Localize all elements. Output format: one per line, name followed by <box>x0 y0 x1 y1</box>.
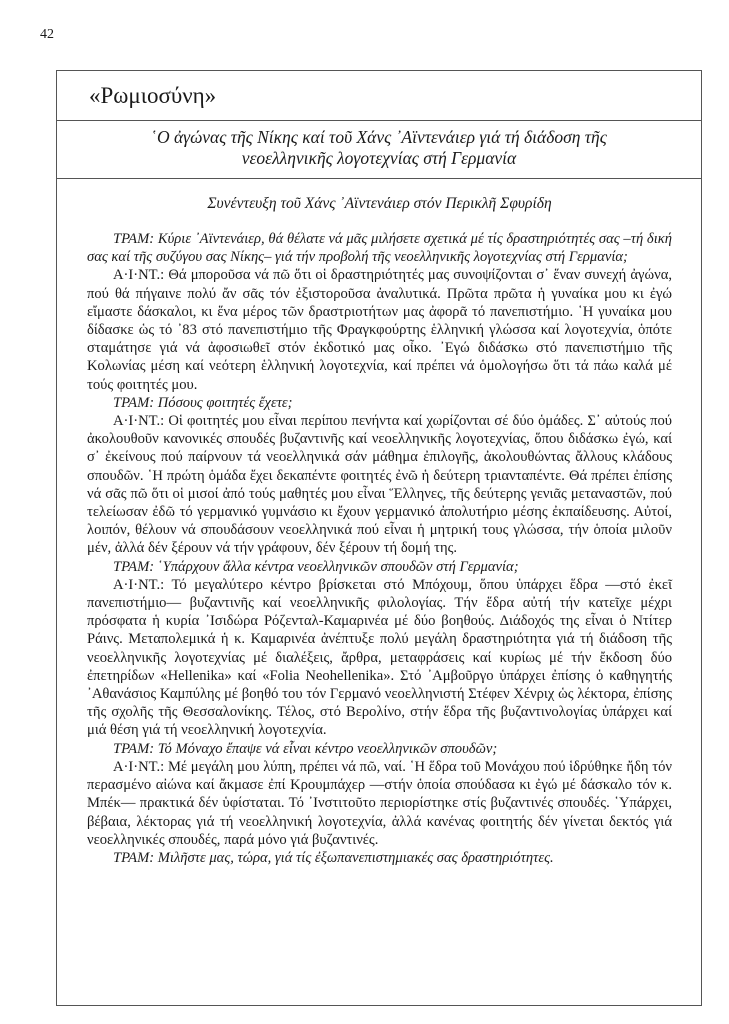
article-frame <box>56 70 702 1006</box>
answer-text: Τό μεγαλύτερο κέντρο βρίσκεται στό Μπόχουμ, ὅπου ὑπάρχει ἕδρα —στό ἐκεῖ πανεπιστήμιο— βυζαντινῆς καί νεοελληνικῆς φιλολογίας. Τήν ἕδρα αὐτή τήν κατεῖχε μέχρι πρόσφατα ἡ κυρία ᾿Ισιδώρα Ρόζενταλ-Καμαρινέα μέ δύο βοηθούς. Διάδοχός της εἶναι ὁ Ντίτερ Ράινς. Μεταπολεμικά ἡ κ. Καμαρινέα ἀνέπτυξε πολύ μεγάλη δραστηριότητα γιά τή διάδοση τῆς νεοελληνικῆς λογοτεχνίας μέ διαλέξεις, ἄρθρα, μεταφράσεις καί κυρίως μέ τήν ἔκδοση δύο ἐπετηρίδων «Hellenika» καί «Folia Neohellenika». Στό ᾿Αμβοῦργο ὑπάρχει ἐπίσης ὁ καθηγητής ᾿Αθανάσιος Καμπύλης μέ βοηθό του τόν Γερμανό νεοελληνιστή Στέφεν Χένριχ ὡς λέκτορα, ἐπίσης τῆς σχολῆς τῆς Θεσσαλονίκης. Τέλος, στό Βερολίνο, στήν ἕδρα τῆς βυζαντινολογίας ὑπάρχει καί μιά θέση γιά τή νεοελληνική λογοτεχνία. <box>87 576 672 739</box>
headline-line-1: ῾Ο ἀγώνας τῆς Νίκης καί τοῦ Χάνς ᾿Αϊντενάιερ γιά τή διάδοση τῆς <box>151 127 607 147</box>
article-subtitle: Συνέντευξη τοῦ Χάνς ᾿Αϊντενάιερ στόν Περικλῆ Σφυρίδη <box>207 195 552 212</box>
question-text: Πόσους φοιτητές ἔχετε; <box>154 394 293 411</box>
interview-question <box>87 740 672 758</box>
interview-question <box>87 394 672 412</box>
section-title: «Ρωμιοσύνη» <box>57 71 701 121</box>
answer-text: Οἱ φοιτητές μου εἶναι περίπου πενήντα καί χωρίζονται σέ δύο ὁμάδες. Σ᾿ αὐτούς πού ἀκολουθοῦν κανονικές σπουδές βυζαντινῆς καί νεοελληνικῆς λογοτεχνίας, ὅπου διδάσκω ἐγώ, καί σ᾿ ἐκείνους πού παίρνουν τά νεοελληνικά σάν μάθημα ἐπιλογῆς, ἀκολουθώντας ἄλλους κλάδους σπουδῶν. ῾Η πρώτη ὁμάδα ἔχει δεκαπέντε φοιτητές ἐνῶ ἡ δεύτερη τριανταπέντε. Θά πρέπει ἐπίσης νά σᾶς πῶ ὅτι οἱ μισοί ἀπό τούς μαθητές μου εἶναι Ἕλληνες, τῆς δεύτερης γενιᾶς μεταναστῶν, πού τελείωσαν ἐδῶ τό γερμανικό γυμνάσιο κι ἔχουν γερμανικό ἀπολυτήριο μέσης ἐκπαίδευσης. Αὐτοί, λοιπόν, θέλουν νά σπουδάσουν νεοελληνικά πού εἶναι ἡ μητρική τους γλώσσα, τήν ὁποία μιλοῦν μέν, ἀλλά δέν ξέρουν νά τήν γράφουν, δέν ξέρουν τή δομή της. <box>87 413 672 557</box>
interview-question <box>87 558 672 576</box>
interview-question <box>87 230 672 266</box>
speaker-label: ΤΡΑΜ: <box>113 558 155 575</box>
speaker-label: ΤΡΑΜ: <box>113 740 155 757</box>
speaker-label: Α·Ι·ΝΤ.: <box>113 413 165 430</box>
interview-question <box>87 849 672 867</box>
interview-answer <box>87 576 672 740</box>
speaker-label: Α·Ι·ΝΤ.: <box>113 758 165 775</box>
question-text: Κύριε ᾿Αϊντενάιερ, θά θέλατε νά μᾶς μιλήσετε σχετικά μέ τίς δραστηριότητές σας –τή δική σας καί τῆς συζύγου σας Νίκης– γιά τήν προβολή τῆς νεοελληνικῆς λογοτεχνίας στή Γερμανία; <box>87 231 672 266</box>
answer-text: Μέ μεγάλη μου λύπη, πρέπει νά πῶ, ναί. ῾Η ἕδρα τοῦ Μονάχου πού ἱδρύθηκε ἤδη τόν περασμένο αἰώνα καί ἄκμασε ἐπί Κρουμπάχερ —στήν ὁποία σπούδασα κι ἐγώ μέ δάσκαλο τόν κ. Μπέκ— πρακτικά δέν ὑφίσταται. Τό ᾿Ινστιτοῦτο περιορίστηκε στίς βυζαντινές σπουδές. ῾Υπάρχει, βέβαια, λέκτορας γιά τή νεοελληνική λογοτεχνία, ἀλλά κανένας φοιτητής δέν γίνεται δεκτός γιά νεοελληνικές σπουδές, παρά μόνο γιά βυζαντινές. <box>87 758 672 848</box>
page-number: 42 <box>40 27 54 42</box>
interview-answer <box>87 266 672 393</box>
speaker-label: Α·Ι·ΝΤ.: <box>113 267 165 284</box>
speaker-label: Α·Ι·ΝΤ.: <box>113 576 165 593</box>
interview-answer <box>87 412 672 558</box>
speaker-label: ΤΡΑΜ: <box>113 394 155 411</box>
answer-text: Θά μποροῦσα νά πῶ ὅτι οἱ δραστηριότητές μας συνοψίζονται σ᾿ ἕναν συνεχή ἀγώνα, πού θά πήγαινε πολύ ἄν σᾶς τόν ἐξιστοροῦσα ἀναλυτικά. Πρῶτα πρῶτα ἡ γυναίκα μου κι ἐγώ εἴμαστε δάσκαλοι, κι ἕνα μέρος τῶν δραστριοτήτων μας ἀφορᾶ τό πανεπιστήμιο. ῾Η γυναίκα μου δίδασκε ὡς τό ᾿83 στό πανεπιστήμιο τῆς Φραγκφούρτης ἑλληνική γλώσσα καί λογοτεχνία, ὁπότε σταμάτησε γιά νά ἀφοσιωθεῖ στόν ἐκδοτικό μας οἶκο. ᾿Εγώ διδάσκω στό πανεπιστήμιο τῆς Κολωνίας μέση καί νεότερη ἑλληνική λογοτεχνία, καί πρέπει νά ὁμολογήσω ὅτι τά πάω καλά μέ τούς φοιτητές μου. <box>87 267 672 393</box>
article-body <box>57 179 701 867</box>
article-headline <box>57 121 701 179</box>
speaker-label: ΤΡΑΜ: <box>113 849 155 866</box>
question-text: ῾Υπάρχουν ἄλλα κέντρα νεοελληνικῶν σπουδῶν στή Γερμανία; <box>154 558 519 575</box>
question-text: Μιλῆστε μας, τώρα, γιά τίς ἐξωπανεπιστημιακές σας δραστηριότητες. <box>154 849 554 866</box>
headline-line-2: νεοελληνικῆς λογοτεχνίας στή Γερμανία <box>241 148 517 168</box>
question-text: Τό Μόναχο ἔπαψε νά εἶναι κέντρο νεοελληνικῶν σπουδῶν; <box>154 740 498 757</box>
speaker-label: ΤΡΑΜ: <box>113 231 155 247</box>
interview-answer <box>87 758 672 849</box>
